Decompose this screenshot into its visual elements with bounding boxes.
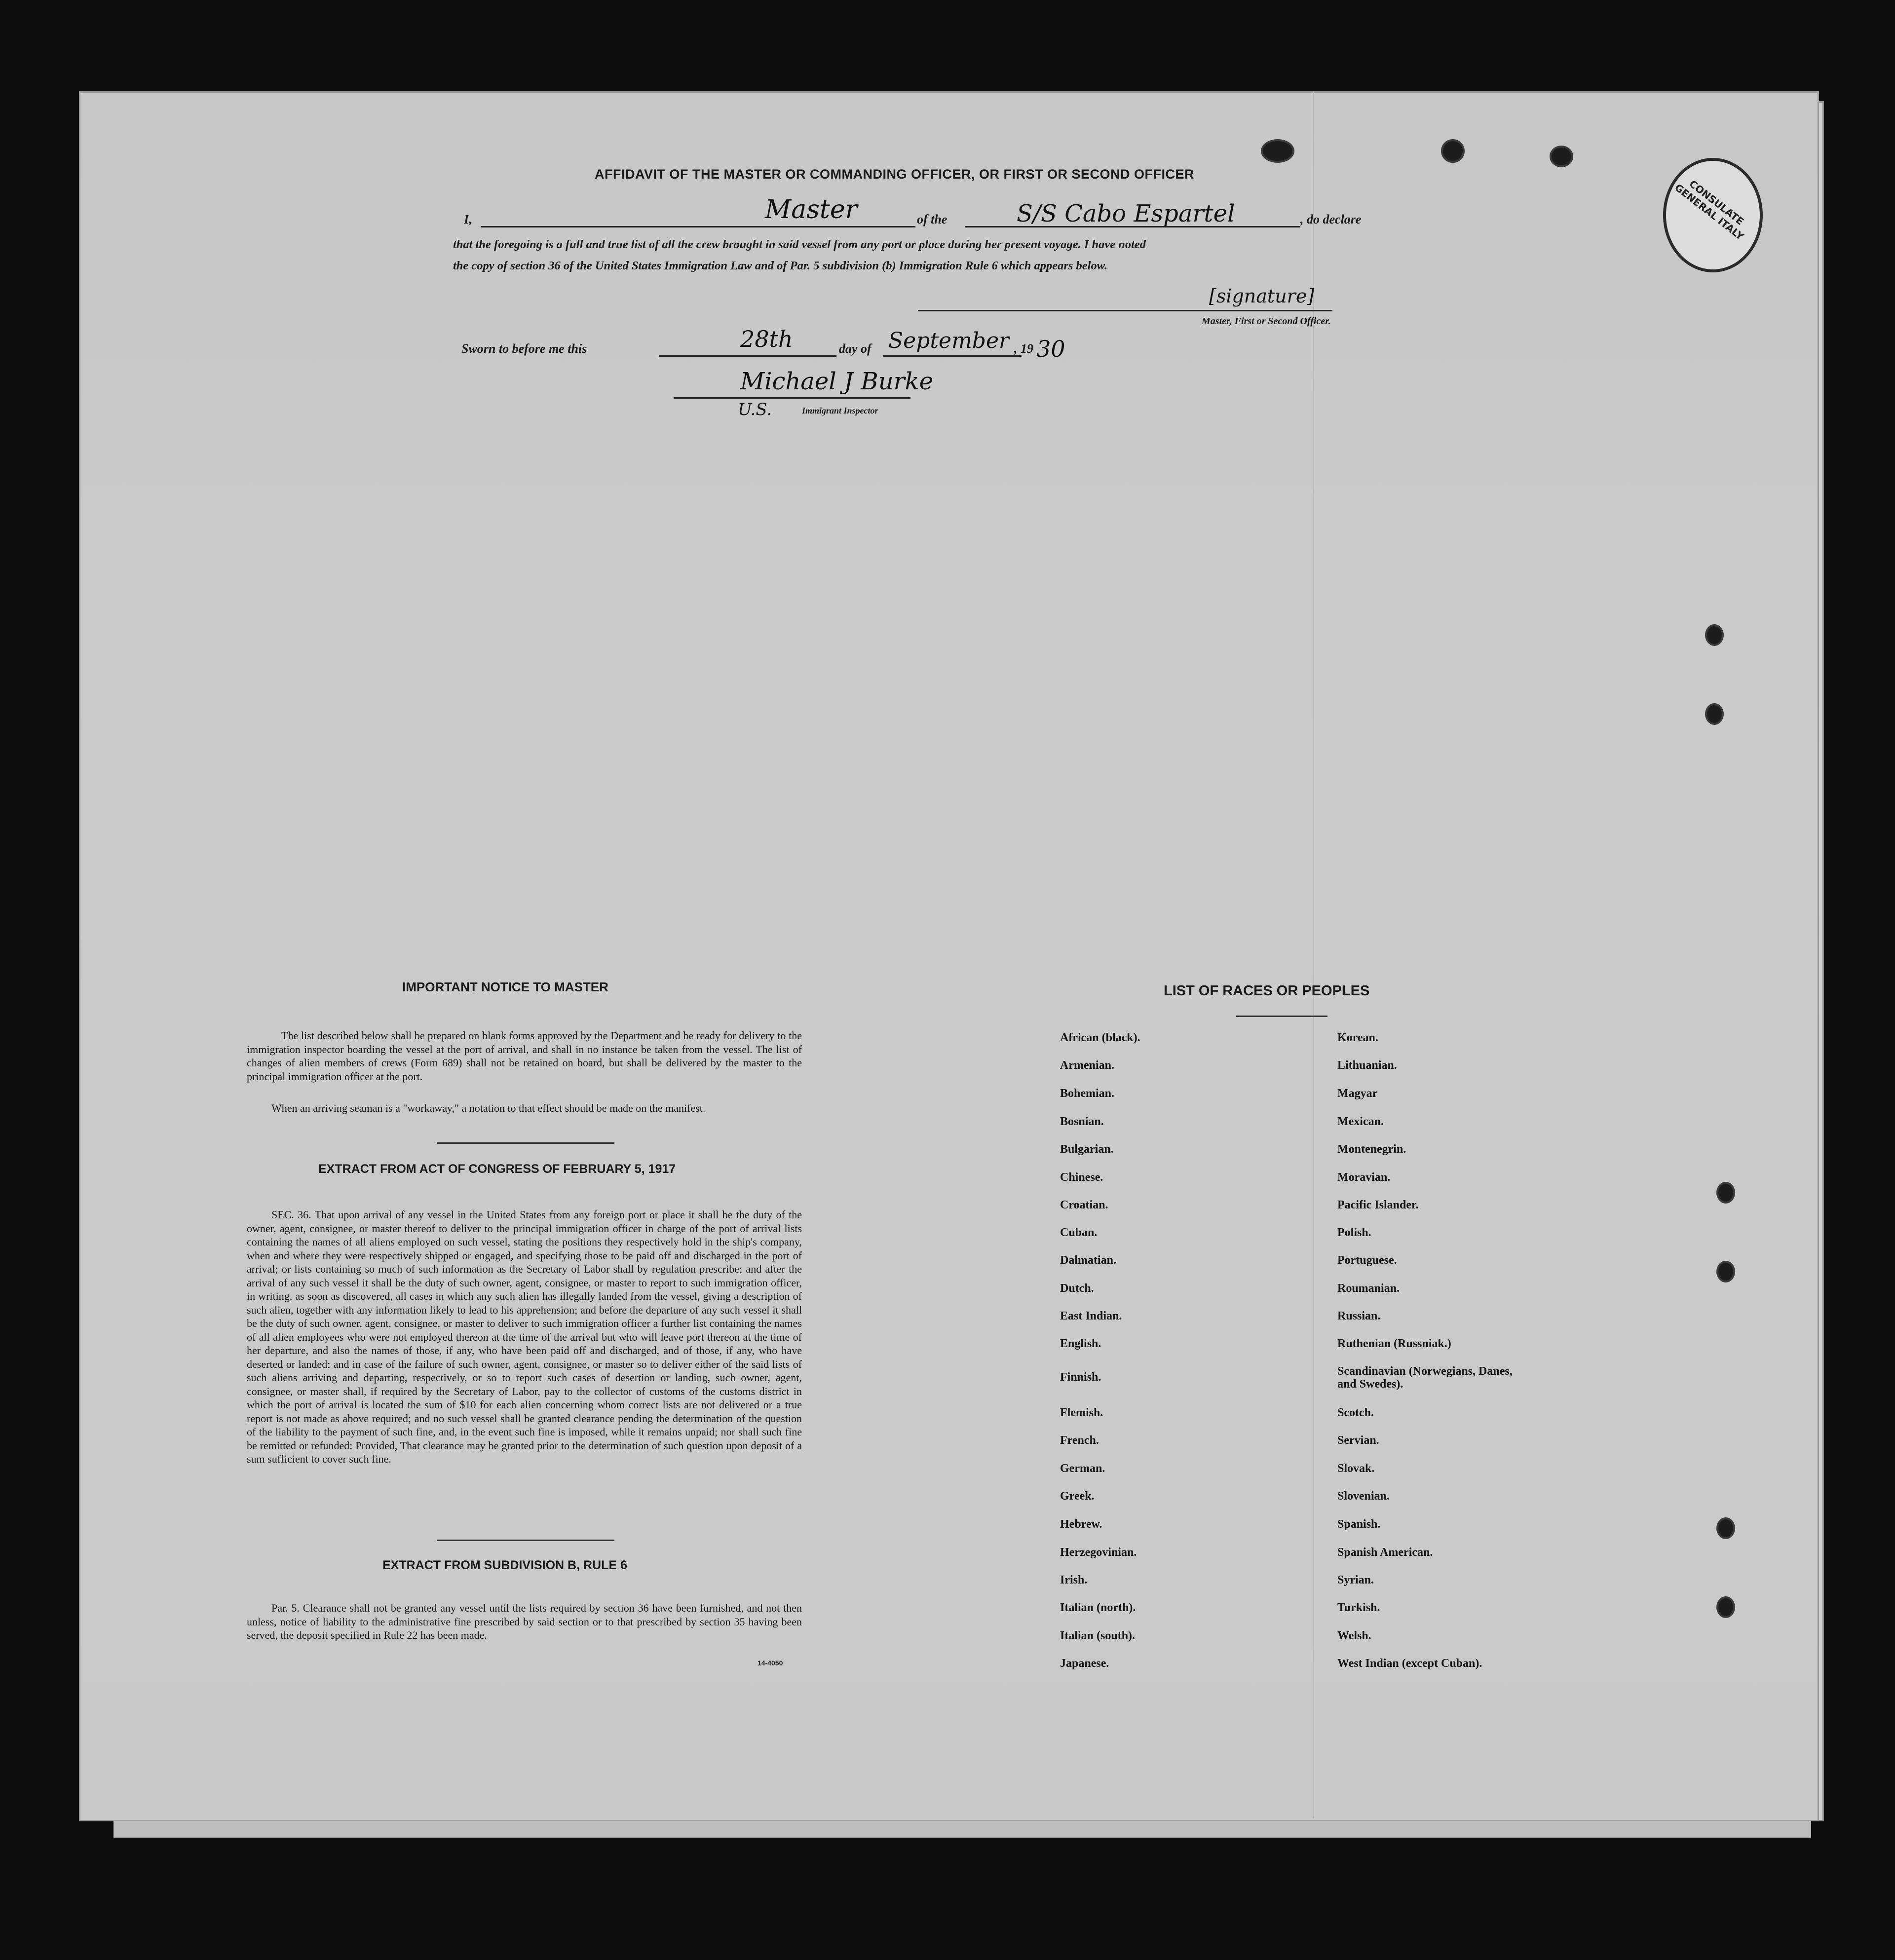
race-item: Dalmatian.: [1060, 1254, 1116, 1267]
race-item: Slovenian.: [1337, 1490, 1390, 1503]
race-item: Bulgarian.: [1060, 1143, 1114, 1156]
divider: [437, 1540, 614, 1541]
affidavit-title: AFFIDAVIT OF THE MASTER OR COMMANDING OFFICER, OR FIRST OR SECOND OFFICER: [595, 167, 1194, 182]
race-item: Scotch.: [1337, 1406, 1374, 1419]
inspector-caption: Immigrant Inspector: [802, 406, 878, 415]
declaration-line-2: that the foregoing is a full and true list of all the crew brought in said vessel from any port or place during her present voyage. I have noted: [453, 238, 1146, 251]
race-item: Flemish.: [1060, 1406, 1103, 1419]
race-item: Irish.: [1060, 1574, 1088, 1586]
race-item: Bohemian.: [1060, 1087, 1115, 1100]
race-item: Finnish.: [1060, 1371, 1101, 1384]
race-item: Greek.: [1060, 1490, 1095, 1503]
race-item: Pacific Islander.: [1337, 1199, 1419, 1211]
race-item: Italian (north).: [1060, 1601, 1136, 1614]
race-item: Slovak.: [1337, 1462, 1375, 1475]
declaration-line-3: the copy of section 36 of the United States Immigration Law and of Par. 5 subdivision (b) Immigration Rule 6 which appears below.: [453, 259, 1108, 272]
race-item: East Indian.: [1060, 1310, 1122, 1322]
inspector-signature-line: [674, 397, 910, 399]
race-item: Spanish.: [1337, 1518, 1381, 1531]
inspector-signature: Michael J Burke: [740, 368, 934, 395]
race-item: Armenian.: [1060, 1059, 1114, 1072]
section-36-text: SEC. 36. That upon arrival of any vessel in the United States from any foreign port or place it shall be the duty of the owner, agent, consignee, or master thereof to deliver to the principal immigration officer in charge of the port of arrival lists containing the names of all aliens employed on such vessel, stating the positions they respectively hold in the ship's company, when and where they were respectively shipped or engaged, and specifying those to be paid off and discharged in the port of arrival; or lists containing so much of such information as the Secretary of Labor shall by regulation prescribe; and after the arrival of any such vessel it shall be the duty of such owner, agent, consignee, or master to report to such immigration officer, in writing, as soon as discovered, all cases in which any such alien has illegally landed from the vessel, giving a description of such alien, together with any information likely to lead to his apprehension; and before the departure of any such vessel it shall be the duty of such owner, agent, consignee, or master to deliver to such immigration officer a further list containing the names of all alien employees who were not employed thereon at the time of the arrival but who will leave port thereon at the time of her departure, and also the names of those, if any, who have been paid off and discharged, and of those, if any, who have deserted or landed; and in case of the failure of such owner, agent, consignee, or master so to deliver either of the said lists of such aliens arriving and departing, respectively, or so to report such cases of desertion or landing, such owner, agent, consignee, or master shall, if required by the Secretary of Labor, pay to the collector of customs of the customs district in which the port of arrival is located the sum of $10 for each alien concerning whom correct lists are not delivered or a true report is not made as above required; and no such vessel shall be granted clearance pending the determination of the question of the liability to the payment of such fine, and, in the event such fine is imposed, while it remains unpaid; nor shall such fine be remitted or refunded: Provided, That clearance may be granted prior to the determination of such question upon deposit of a sum sufficient to cover such fine.: [247, 1208, 802, 1465]
notice-paragraph-2: When an arriving seaman is a "workaway," a notation to that effect should be made on the manifest.: [271, 1102, 706, 1114]
race-item: Syrian.: [1337, 1574, 1374, 1586]
race-item: Herzegovinian.: [1060, 1546, 1137, 1559]
race-item: Chinese.: [1060, 1171, 1103, 1184]
sworn-label: Sworn to before me this: [461, 341, 587, 356]
page-fold: [1313, 91, 1314, 1818]
race-item: Portuguese.: [1337, 1254, 1397, 1267]
notice-title: IMPORTANT NOTICE TO MASTER: [402, 980, 608, 994]
rank-underline: [481, 226, 915, 227]
vessel-handwritten: S/S Cabo Espartel: [1017, 200, 1235, 227]
punch-hole-icon: [1261, 139, 1294, 163]
master-signature-line: [918, 310, 1332, 311]
day-of-label: day of: [839, 341, 872, 356]
race-item: Moravian.: [1337, 1171, 1391, 1184]
month-handwritten: September: [888, 328, 1010, 353]
punch-hole-icon: [1716, 1596, 1735, 1618]
rank-handwritten: Master: [765, 195, 858, 225]
punch-hole-icon: [1441, 139, 1465, 163]
race-item: Spanish American.: [1337, 1546, 1433, 1559]
race-item: German.: [1060, 1462, 1105, 1475]
race-item: Scandinavian (Norwegians, Danes, and Swedes).: [1337, 1365, 1513, 1391]
master-caption: Master, First or Second Officer.: [1202, 316, 1331, 327]
race-item: African (black).: [1060, 1031, 1140, 1044]
punch-hole-icon: [1550, 146, 1573, 167]
seal-text: CONSULATE GENERAL ITALY: [1672, 178, 1746, 243]
punch-hole-icon: [1705, 624, 1724, 646]
race-item: Hebrew.: [1060, 1518, 1102, 1531]
punch-hole-icon: [1716, 1182, 1735, 1204]
notice-paragraph-1: The list described below shall be prepared on blank forms approved by the Department and be ready for delivery to the immigration inspector boarding the vessel at the port of arrival, and shall in no instance be taken from the vessel. The list of changes of alien members of crews (Form 689) shall not be retained on board, but shall be delivered by the master to the principal immigration officer at the port.: [247, 1029, 802, 1083]
extract-1-title: EXTRACT FROM ACT OF CONGRESS OF FEBRUARY 5, 1917: [318, 1162, 676, 1176]
month-underline: [883, 355, 1022, 357]
race-item: Welsh.: [1337, 1629, 1371, 1642]
i-label: I,: [464, 212, 472, 226]
race-item: French.: [1060, 1434, 1099, 1447]
consulate-seal-stamp: [1663, 158, 1763, 272]
race-item: Russian.: [1337, 1310, 1381, 1322]
race-item: Turkish.: [1337, 1601, 1380, 1614]
punch-hole-icon: [1705, 703, 1724, 725]
race-item: Korean.: [1337, 1031, 1378, 1044]
race-item: Croatian.: [1060, 1199, 1108, 1211]
form-number: 14-4050: [758, 1659, 783, 1667]
race-item: Bosnian.: [1060, 1115, 1104, 1128]
punch-hole-icon: [1716, 1261, 1735, 1282]
divider: [1236, 1016, 1327, 1017]
race-item: Italian (south).: [1060, 1629, 1136, 1642]
races-title: LIST OF RACES OR PEOPLES: [1164, 983, 1370, 999]
day-handwritten: 28th: [740, 326, 793, 352]
day-underline: [659, 355, 836, 357]
race-item: West Indian (except Cuban).: [1337, 1657, 1482, 1670]
extract-2-title: EXTRACT FROM SUBDIVISION B, RULE 6: [382, 1558, 627, 1572]
race-item: Cuban.: [1060, 1226, 1098, 1239]
race-item: Lithuanian.: [1337, 1059, 1397, 1072]
inspector-initials: U.S.: [738, 400, 772, 419]
year-handwritten: 30: [1036, 336, 1065, 362]
race-item: Montenegrin.: [1337, 1143, 1406, 1156]
race-item: Mexican.: [1337, 1115, 1384, 1128]
race-item: Magyar: [1337, 1087, 1378, 1100]
divider: [437, 1142, 614, 1144]
par-5-text: Par. 5. Clearance shall not be granted any vessel until the lists required by section 36 have been furnished, and not then unless, notice of liability to the administrative fine prescribed by said section or to that prescribed by section 35 having been served, the deposit specified in Rule 22 has been made.: [247, 1602, 802, 1641]
race-item: English.: [1060, 1337, 1101, 1350]
race-item: Dutch.: [1060, 1282, 1094, 1295]
of-the-label: of the: [917, 212, 948, 226]
race-item: Ruthenian (Russniak.): [1337, 1337, 1451, 1350]
do-declare-label: , do declare: [1300, 212, 1362, 226]
race-item: Servian.: [1337, 1434, 1379, 1447]
year-prefix: , 19: [1014, 341, 1033, 356]
punch-hole-icon: [1716, 1517, 1735, 1539]
race-item: Japanese.: [1060, 1657, 1109, 1670]
race-item: Roumanian.: [1337, 1282, 1400, 1295]
race-item: Polish.: [1337, 1226, 1371, 1239]
master-signature: [signature]: [1209, 285, 1315, 307]
